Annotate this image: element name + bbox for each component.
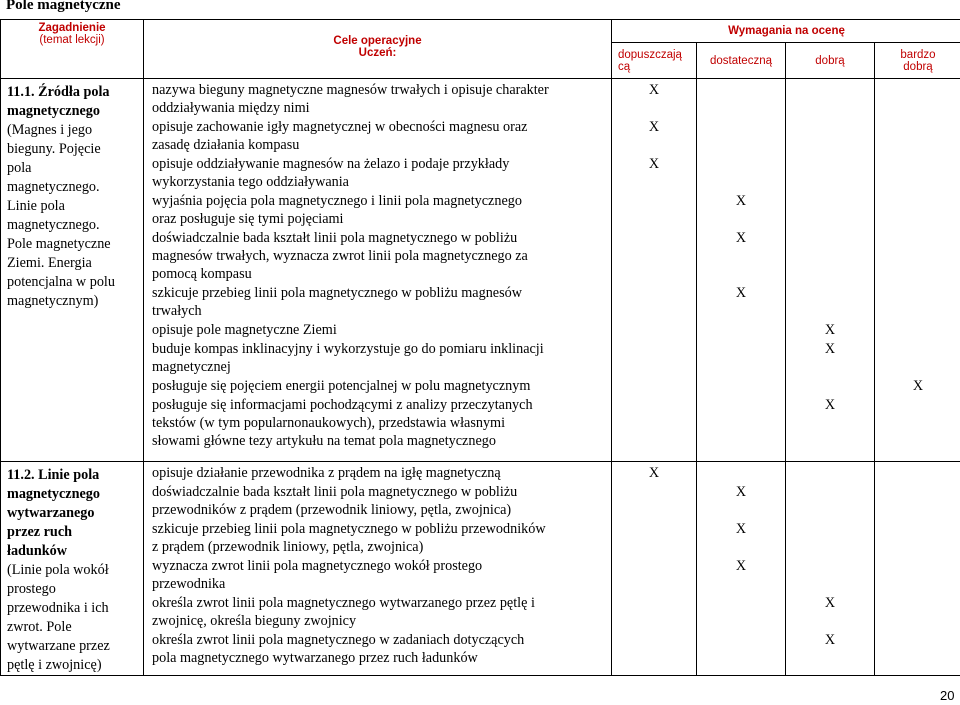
objective-line: buduje kompas inklinacyjny i wykorzystuje go do pomiaru inklinacji (152, 341, 544, 357)
topic-title-line: wytwarzanego (7, 505, 95, 521)
requirement-mark: X (735, 521, 747, 537)
topic-title-line: ładunków (7, 543, 67, 559)
grade-cell (612, 462, 697, 676)
topic-title-line: magnetycznego (7, 103, 100, 119)
requirement-mark: X (735, 285, 747, 301)
objective-line: szkicuje przebieg linii pola magnetycznego w pobliżu przewodników (152, 521, 546, 537)
topic-desc-line: Linie pola (7, 198, 65, 214)
objective-line: przewodnika (152, 576, 226, 592)
topic-desc-line: przewodnika i ich (7, 600, 109, 616)
objective (152, 630, 605, 667)
topic-desc-line: Pole magnetyczne (7, 236, 111, 252)
topic-title-line: magnetycznego (7, 486, 100, 502)
header-objectives-line2: Uczeń: (358, 47, 397, 59)
page-title: Pole magnetyczne (6, 0, 121, 13)
objective (152, 593, 605, 630)
grade-line: bardzo (900, 48, 936, 61)
objective-line: trwałych (152, 303, 202, 319)
objective (152, 482, 605, 519)
requirement-mark: X (824, 595, 836, 611)
topic-desc-line: magnetycznym) (7, 293, 99, 309)
objectives-cell (144, 462, 612, 676)
topic-desc-line: (Linie pola wokół (7, 562, 109, 578)
objective (152, 320, 605, 339)
objective-line: przewodników z prądem (przewodnik liniowy, pętla, zwojnica) (152, 502, 512, 518)
header-objectives (144, 20, 612, 79)
header-grade-dopuszczajaca (612, 43, 697, 79)
objective-line: pomocą kompasu (152, 266, 252, 282)
objective-line: posługuje się informacjami pochodzącymi z analizy przeczytanych (152, 397, 533, 413)
topic-cell (1, 462, 144, 676)
section-row (1, 462, 960, 676)
topic-desc-line: bieguny. Pojęcie (7, 141, 101, 157)
header-requirements: Wymagania na ocenę (612, 20, 960, 43)
objective (152, 79, 605, 117)
grade-cell (697, 462, 786, 676)
topic-desc-line: (Magnes i jego (7, 122, 93, 138)
requirements-table (0, 19, 960, 676)
requirement-mark: X (824, 322, 836, 338)
requirement-mark: X (912, 378, 924, 394)
topic-desc-line: zwrot. Pole (7, 619, 72, 635)
objective-line: wykorzystania tego oddziaływania (152, 174, 349, 190)
topic-desc-line: wytwarzane przez (7, 638, 110, 654)
objective (152, 395, 605, 450)
grade-line: cą (618, 60, 631, 73)
grade-cell (875, 462, 960, 676)
grade-cell (697, 79, 786, 462)
grade-cell (875, 79, 960, 462)
grade-line: dopuszczają (618, 48, 682, 61)
objective (152, 376, 605, 395)
requirement-mark: X (735, 193, 747, 209)
objective-line: pola magnetycznego wytwarzanego przez ruch ładunków (152, 650, 478, 666)
objective (152, 117, 605, 154)
topic-desc-line: Ziemi. Energia (7, 255, 92, 271)
requirement-mark: X (648, 465, 660, 481)
topic-title-line: 11.1. Źródła pola (7, 84, 110, 100)
requirement-mark: X (648, 82, 660, 98)
objective (152, 462, 605, 482)
objective-line: określa zwrot linii pola magnetycznego w zadaniach dotyczących (152, 632, 525, 648)
section-row (1, 79, 960, 462)
objective-line: wyznacza zwrot linii pola magnetycznego wokół prostego (152, 558, 483, 574)
objective-line: nazywa bieguny magnetyczne magnesów trwałych i opisuje charakter (152, 82, 549, 98)
objective (152, 339, 605, 376)
objective-line: zasadę działania kompasu (152, 137, 300, 153)
objective-line: doświadczalnie bada kształt linii pola magnetycznego w pobliżu (152, 230, 518, 246)
grade-cell (786, 79, 875, 462)
header-objectives-line1: Cele operacyjne (333, 35, 422, 47)
objective-line: opisuje oddziaływanie magnesów na żelazo i podaje przykłady (152, 156, 510, 172)
requirement-mark: X (824, 397, 836, 413)
topic-title-line: 11.2. Linie pola (7, 467, 100, 483)
grade-cell (786, 462, 875, 676)
requirement-mark: X (824, 341, 836, 357)
objective (152, 519, 605, 556)
header-grade-bardzo-dobra (875, 43, 960, 79)
topic-desc-line: pola (7, 160, 32, 176)
requirement-mark: X (735, 558, 747, 574)
objective-line: opisuje pole magnetyczne Ziemi (152, 322, 337, 338)
objective-line: z prądem (przewodnik liniowy, pętla, zwojnica) (152, 539, 424, 555)
requirement-mark: X (648, 156, 660, 172)
objective (152, 191, 605, 228)
topic-title-line: przez ruch (7, 524, 73, 540)
requirement-mark: X (735, 484, 747, 500)
requirement-mark: X (824, 632, 836, 648)
objectives-cell (144, 79, 612, 462)
grade-cell (612, 79, 697, 462)
objective-line: opisuje działanie przewodnika z prądem na igłę magnetyczną (152, 465, 501, 481)
header-grade-dostateczna: dostateczną (697, 43, 786, 79)
objective-line: oddziaływania między nimi (152, 100, 310, 116)
requirement-mark: X (648, 119, 660, 135)
objective-line: posługuje się pojęciem energii potencjalnej w polu magnetycznym (152, 378, 531, 394)
objective-line: szkicuje przebieg linii pola magnetycznego w pobliżu magnesów (152, 285, 522, 301)
objective-line: określa zwrot linii pola magnetycznego wytwarzanego przez pętlę i (152, 595, 535, 611)
topic-desc-line: magnetycznego. (7, 217, 100, 233)
header-topic (1, 20, 144, 79)
objective-line: wyjaśnia pojęcia pola magnetycznego i linii pola magnetycznego (152, 193, 522, 209)
objective-line: oraz posługuje się tymi pojęciami (152, 211, 344, 227)
objective-line: doświadczalnie bada kształt linii pola magnetycznego w pobliżu (152, 484, 518, 500)
objective (152, 228, 605, 283)
grade-line: dobrą (903, 60, 933, 73)
topic-cell (1, 79, 144, 462)
header-topic-line2: (temat lekcji) (39, 34, 105, 46)
objective-line: tekstów (w tym popularnonaukowych), przedstawia własnymi (152, 415, 506, 431)
topic-desc-line: potencjalna w polu (7, 274, 115, 290)
objective-line: zwojnicę, określa bieguny zwojnicy (152, 613, 357, 629)
objective (152, 556, 605, 593)
objective-line: opisuje zachowanie igły magnetycznej w obecności magnesu oraz (152, 119, 528, 135)
page-number: 20 (940, 688, 955, 703)
objective (152, 283, 605, 320)
objective-line: magnetycznej (152, 359, 231, 375)
topic-desc-line: pętlę i zwojnicę) (7, 657, 102, 673)
header-topic-line1: Zagadnienie (38, 22, 106, 34)
topic-desc-line: prostego (7, 581, 56, 597)
topic-desc-line: magnetycznego. (7, 179, 100, 195)
requirement-mark: X (735, 230, 747, 246)
objective (152, 154, 605, 191)
header-grade-dobra: dobrą (786, 43, 875, 79)
objective-line: słowami główne tezy artykułu na temat pola magnetycznego (152, 433, 496, 449)
objective-line: magnesów trwałych, wyznacza zwrot linii pola magnetycznego za (152, 248, 528, 264)
